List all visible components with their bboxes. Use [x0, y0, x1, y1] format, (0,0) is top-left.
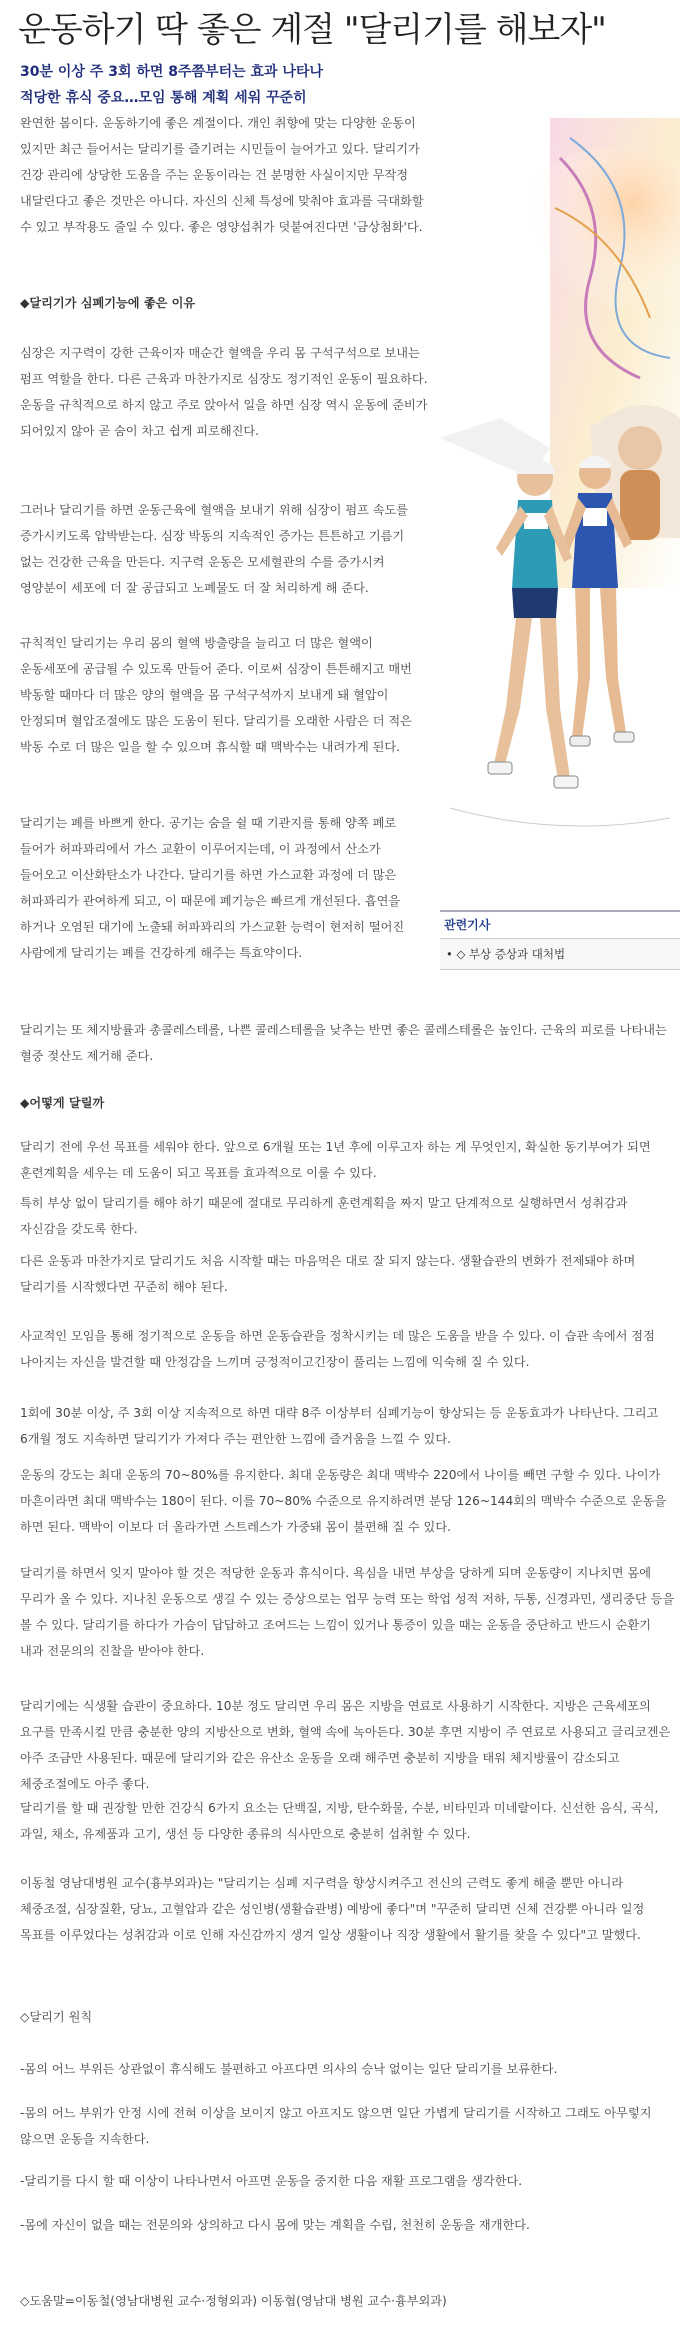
- paragraph-injury: 특히 부상 없이 달리기를 해야 하기 때문에 절대로 무리하게 훈련계획을 짜지 말고 단계적으로 실행하면서 성취감과 자신감을 갖도록 한다.: [20, 1196, 628, 1236]
- paragraph-heart: 심장은 지구력이 강한 근육이자 매순간 혈액을 우리 몸 구석구석으로 보내는 펌프 역할을 한다. 다른 근육과 마찬가지로 심장도 정기적인 운동이 필요하다. 운동을 규칙적으로 하지 않고 주로 앉아서 일을 하면 심장 역시 운동에 준비가 되어있지 않아 곧 숨이 차고 쉽게 피로해진다.: [20, 346, 428, 438]
- paragraph-quote: 이동철 영남대병원 교수(흉부외과)는 "달리기는 심폐 지구력을 향상시켜주고 전신의 근력도 좋게 해줄 뿐만 아니라 체중조절, 심장질환, 당뇨, 고혈압과 같은 성인병(생활습관병) 예방에 좋다"며 "꾸준히 달리면 신체 건강뿐 아니라 일정 목표를 이루었다는 성취감과 이로 인해 자신감까지 생겨 일상 생활이나 직장 생활에서 활기를 찾을 수 있다"고 말했다.: [20, 1876, 645, 1942]
- paragraph-intro: 완연한 봄이다. 운동하기에 좋은 계절이다. 개인 취향에 맞는 다양한 운동이 있지만 최근 들어서는 달리기를 즐기려는 시민들이 늘어가고 있다. 달리기가 건강 관리에 상당한 도움을 주는 운동이라는 건 분명한 사실이지만 무작정 내달린다고 좋은 것만은 아니다. 자신의 신체 특성에 맞춰야 효과를 극대화할 수 있고 부작용도 줄일 수 있다. 좋은 영양섭취가 덧붙여진다면 '금상첨화'다.: [20, 116, 424, 234]
- paragraph-frequency: 1회에 30분 이상, 주 3회 이상 지속적으로 하면 대략 8주 이상부터 심폐기능이 향상되는 등 운동효과가 나타난다. 그리고 6개월 정도 지속하면 달리기가 가져다 주는 편안한 느낌에 즐거움을 느낄 수 있다.: [20, 1406, 659, 1446]
- article-title: 운동하기 딱 좋은 계절 "달리기를 해보자": [18, 10, 606, 50]
- paragraph-diet: 달리기에는 식생활 습관이 중요하다. 10분 정도 달리면 우리 몸은 지방을 연료로 사용하기 시작한다. 지방은 근육세포의 요구를 만족시킬 만큼 충분한 양의 지방산으로 변화, 혈액 속에 녹아든다. 30분 후면 지방이 주 연료로 사용되고 글리코겐은 아주 조금만 사용된다. 때문에 달리기와 같은 유산소 운동을 오래 해주면 충분히 지방을 태워 체지방률이 감소되고 체중조절에도 아주 좋다.: [20, 1699, 671, 1791]
- paragraph-habit: 다른 운동과 마찬가지로 달리기도 처음 시작할 때는 마음먹은 대로 잘 되지 않는다. 생활습관의 변화가 전제돼야 하며 달리기를 시작했다면 꾸준히 해야 된다.: [20, 1254, 636, 1294]
- paragraph-heart-pump: 그러나 달리기를 하면 운동근육에 혈액을 보내기 위해 심장이 펌프 속도를 증가시키도록 압박받는다. 심장 박동의 지속적인 증가는 튼튼하고 기름기 없는 건강한 근육을 만든다. 지구력 운동은 모세혈관의 수를 증가시켜 영양분이 세포에 더 잘 공급되고 노폐물도 더 잘 처리하게 해 준다.: [20, 503, 409, 595]
- paragraph-rest: 달리기를 하면서 잊지 말아야 할 것은 적당한 운동과 휴식이다. 욕심을 내면 부상을 당하게 되며 운동량이 지나치면 몸에 무리가 올 수 있다. 지나친 운동으로 생길 수 있는 증상으로는 업무 능력 또는 학업 성적 저하, 두통, 신경과민, 생리중단 등을 볼 수 있다. 달리기를 하다가 가슴이 답답하고 조여드는 느낌이 있거나 통증이 있을 때는 운동을 중단하고 반드시 순환기 내과 전문의의 진찰을 받아야 한다.: [20, 1566, 675, 1658]
- principle-3: -달리기를 다시 할 때 이상이 나타나면서 아프면 운동을 중지한 다음 재활 프로그램을 생각한다.: [20, 2174, 523, 2188]
- section-heading-principles: ◇달리기 원칙: [20, 2010, 93, 2024]
- paragraph-cholesterol: 달리기는 또 체지방률과 총콜레스테롤, 나쁜 콜레스테롤을 낮추는 반면 좋은 콜레스테롤은 높인다. 근육의 피로를 나타내는 혈중 젖산도 제거해 준다.: [20, 1023, 667, 1063]
- principle-2: -몸의 어느 부위가 안정 시에 전혀 이상을 보이지 않고 아프지도 않으면 일단 가볍게 달리기를 시작하고 그래도 아무렇지 않으면 운동을 지속한다.: [20, 2106, 652, 2146]
- runners-illustration: [440, 118, 680, 908]
- credits: ◇도움말=이동철(영남대병원 교수·정형외과) 이동협(영남대 병원 교수·흉부외과): [20, 2294, 447, 2308]
- paragraph-blood: 규칙적인 달리기는 우리 몸의 혈액 방출량을 늘리고 더 많은 혈액이 운동세포에 공급될 수 있도록 만들어 준다. 이로써 심장이 튼튼해지고 매번 박동할 때마다 더 많은 양의 혈액을 몸 구석구석까지 보내게 돼 혈압이 안정되며 혈압조절에도 많은 도움이 된다. 달리기를 오래한 사람은 더 적은 박동 수로 더 많은 일을 할 수 있으며 휴식할 때 맥박수는 내려가게 된다.: [20, 636, 412, 754]
- article-subtitle-1: 30분 이상 주 3회 하면 8주쯤부터는 효과 나타나: [20, 64, 323, 80]
- section-heading-how: ◆어떻게 달릴까: [20, 1096, 105, 1110]
- related-article-link[interactable]: • ◇ 부상 증상과 대처법: [440, 938, 680, 970]
- paragraph-goal: 달리기 전에 우선 목표를 세워야 한다. 앞으로 6개월 또는 1년 후에 이루고자 하는 게 무엇인지, 확실한 동기부여가 되면 훈련계획을 세우는 데 도움이 되고 목표를 효과적으로 이룰 수 있다.: [20, 1140, 651, 1180]
- related-articles-box: [440, 910, 680, 970]
- related-articles-heading: 관련기사: [440, 910, 680, 938]
- paragraph-nutrition: 달리기를 할 때 권장할 만한 건강식 6가지 요소는 단백질, 지방, 탄수화물, 수분, 비타민과 미네랄이다. 신선한 음식, 곡식, 과일, 채소, 유제품과 고기, 생선 등 다양한 종류의 식사만으로 충분히 섭취할 수 있다.: [20, 1801, 659, 1841]
- paragraph-intensity: 운동의 강도는 최대 운동의 70~80%를 유지한다. 최대 운동량은 최대 맥박수 220에서 나이를 빼면 구할 수 있다. 나이가 마흔이라면 최대 맥박수는 180이 된다. 이를 70~80% 수준으로 유지하려면 분당 126~144회의 맥박수 수준으로 운동을 하면 된다. 맥박이 이보다 더 올라가면 스트레스가 가중돼 몸이 불편해 질 수 있다.: [20, 1468, 667, 1534]
- paragraph-social: 사교적인 모임을 통해 정기적으로 운동을 하면 운동습관을 정착시키는 데 많은 도움을 받을 수 있다. 이 습관 속에서 점점 나아지는 자신을 발견할 때 안정감을 느끼며 긍정적이고긴장이 풀리는 느낌에 익숙해 질 수 있다.: [20, 1329, 655, 1369]
- principle-1: -몸의 어느 부위든 상관없이 휴식해도 불편하고 아프다면 의사의 승낙 없이는 일단 달리기를 보류한다.: [20, 2062, 558, 2076]
- spectator-head: [618, 426, 662, 470]
- section-heading-cardio: ◆달리기가 심폐기능에 좋은 이유: [20, 296, 196, 310]
- principle-4: -몸에 자신이 없을 때는 전문의와 상의하고 다시 몸에 맞는 계획을 수립, 천천히 운동을 재개한다.: [20, 2218, 530, 2232]
- paragraph-lungs: 달리기는 폐를 바쁘게 한다. 공기는 숨을 쉴 때 기관지를 통해 양쪽 폐로 들어가 허파꽈리에서 가스 교환이 이루어지는데, 이 과정에서 산소가 들어오고 이산화탄소가 나간다. 달리기를 하면 가스교환 과정에 더 많은 허파꽈리가 관여하게 되고, 이 때문에 폐기능은 빠르게 개선된다. 흡연을 하거나 오염된 대기에 노출돼 허파꽈리의 가스교환 능력이 현저히 떨어진 사람에게 달리기는 폐를 건강하게 해주는 특효약이다.: [20, 816, 405, 960]
- article-subtitle-2: 적당한 휴식 중요…모임 통해 계획 세워 꾸준히: [20, 90, 307, 106]
